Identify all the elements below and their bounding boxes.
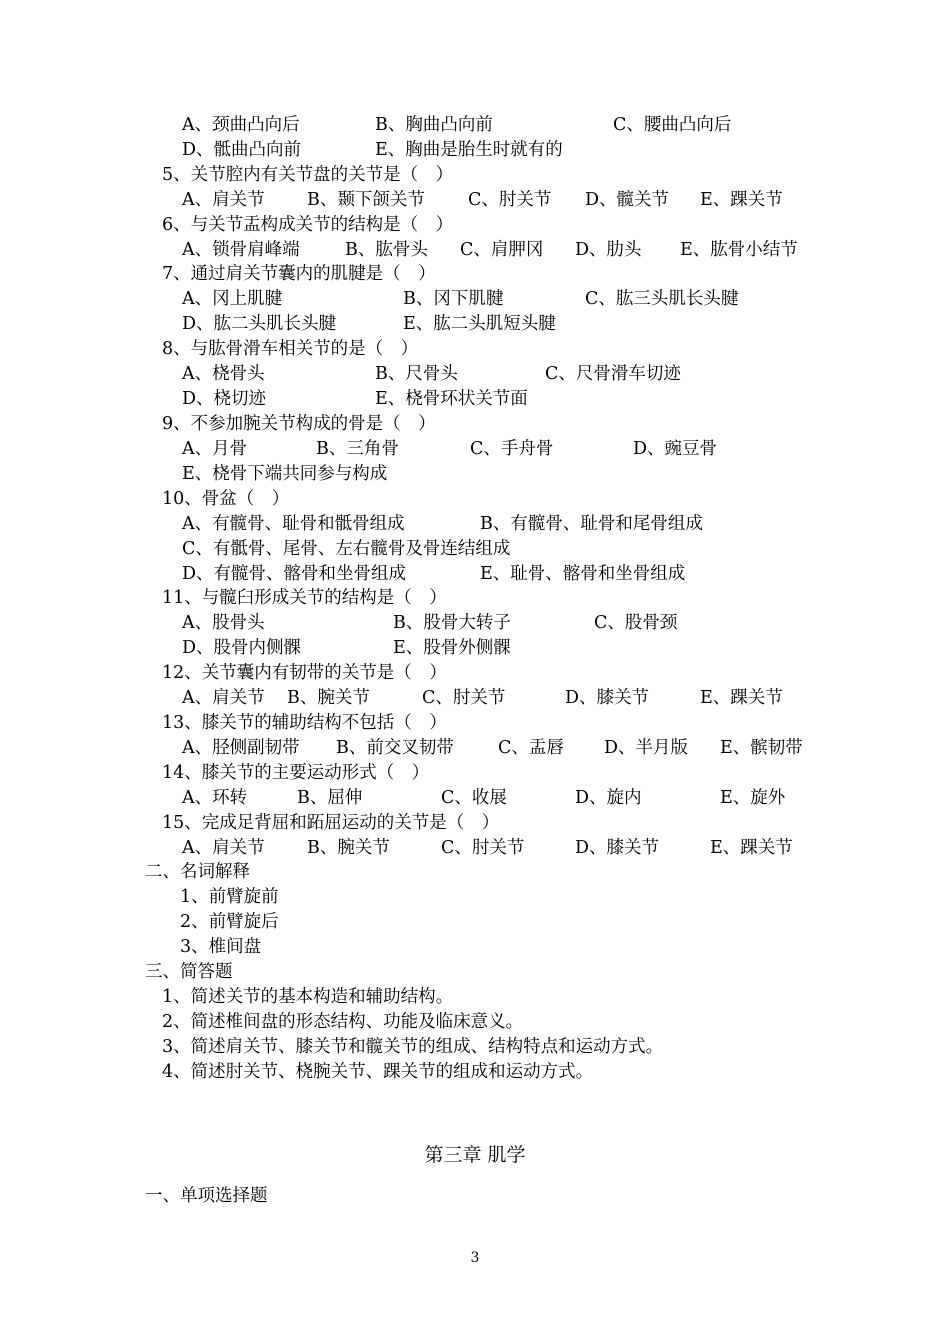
- option: A、胫侧副韧带: [182, 738, 300, 758]
- option: D、股骨内侧髁: [182, 638, 302, 658]
- option: B、屈伸: [297, 788, 363, 808]
- option: C、肘关节: [441, 838, 525, 858]
- option: D、桡切迹: [182, 389, 267, 409]
- list-item: 1、简述关节的基本构造和辅助结构。: [162, 987, 454, 1007]
- question-stem: 6、与关节盂构成关节的结构是（ ）: [162, 215, 454, 235]
- list-item: 2、简述椎间盘的形态结构、功能及临床意义。: [162, 1012, 524, 1032]
- option: C、盂唇: [498, 738, 564, 758]
- option: A、股骨头: [182, 613, 265, 633]
- option: D、膝关节: [575, 838, 660, 858]
- option: D、半月版: [604, 738, 689, 758]
- question-stem: 12、关节囊内有韧带的关节是（ ）: [162, 663, 447, 683]
- option: D、有髋骨、髂骨和坐骨组成: [182, 564, 407, 584]
- option: E、桡骨下端共同参与构成: [182, 464, 388, 484]
- option: E、踝关节: [700, 190, 783, 210]
- option: E、股骨外侧髁: [393, 638, 511, 658]
- option: A、肩关节: [182, 190, 265, 210]
- question-stem: 7、通过肩关节囊内的肌腱是（ ）: [162, 264, 436, 284]
- option: A、锁骨肩峰端: [182, 240, 300, 260]
- section-heading: 二、名词解释: [145, 862, 250, 882]
- option: D、膝关节: [565, 688, 650, 708]
- option: D、髋关节: [585, 190, 670, 210]
- option: B、胸曲凸向前: [375, 115, 493, 135]
- option: E、桡骨环状关节面: [375, 389, 528, 409]
- option: E、肱二头肌短头腱: [403, 314, 556, 334]
- question-stem: 13、膝关节的辅助结构不包括（ ）: [162, 713, 447, 733]
- list-item: 2、前臂旋后: [180, 912, 279, 932]
- option: B、前交叉韧带: [336, 738, 454, 758]
- question-stem: 14、膝关节的主要运动形式（ ）: [162, 763, 430, 783]
- option: E、踝关节: [700, 688, 783, 708]
- option: D、肋头: [575, 240, 642, 260]
- option: A、颈曲凸向后: [182, 115, 300, 135]
- option: D、肱二头肌长头腱: [182, 314, 337, 334]
- option: A、环转: [182, 788, 248, 808]
- option: A、冈上肌腱: [182, 289, 283, 309]
- option: B、股骨大转子: [393, 613, 511, 633]
- option: E、肱骨小结节: [680, 240, 798, 260]
- question-stem: 9、不参加腕关节构成的骨是（ ）: [162, 414, 436, 434]
- option: D、旋内: [575, 788, 642, 808]
- option: A、桡骨头: [182, 364, 265, 384]
- option: C、腰曲凸向后: [613, 115, 732, 135]
- option: C、肘关节: [422, 688, 506, 708]
- option: A、有髋骨、耻骨和骶骨组成: [182, 514, 405, 534]
- option: B、有髋骨、耻骨和尾骨组成: [480, 514, 703, 534]
- option: B、肱骨头: [345, 240, 428, 260]
- option: E、髌韧带: [720, 738, 803, 758]
- section-heading: 三、简答题: [145, 962, 233, 982]
- section-heading: 一、单项选择题: [145, 1186, 268, 1206]
- question-stem: 10、骨盆（ ）: [162, 489, 290, 509]
- option: C、股骨颈: [594, 613, 678, 633]
- option: C、收展: [441, 788, 507, 808]
- option: A、肩关节: [182, 838, 265, 858]
- list-item: 4、简述肘关节、桡腕关节、踝关节的组成和运动方式。: [162, 1062, 594, 1082]
- page-number: 3: [470, 1250, 480, 1266]
- option: C、有骶骨、尾骨、左右髋骨及骨连结组成: [182, 539, 511, 559]
- list-item: 3、椎间盘: [180, 937, 262, 957]
- option: E、耻骨、髂骨和坐骨组成: [480, 564, 686, 584]
- option: B、腕关节: [287, 688, 370, 708]
- question-stem: 15、完成足背屈和跖屈运动的关节是（ ）: [162, 813, 500, 833]
- question-stem: 11、与髋臼形成关节的结构是（ ）: [162, 588, 447, 608]
- question-stem: 8、与肱骨滑车相关节的是（ ）: [162, 339, 419, 359]
- option: A、月骨: [182, 439, 248, 459]
- option: E、踝关节: [710, 838, 793, 858]
- option: B、颞下颌关节: [307, 190, 425, 210]
- option: C、尺骨滑车切迹: [545, 364, 681, 384]
- option: D、骶曲凸向前: [182, 140, 302, 160]
- option: A、肩关节: [182, 688, 265, 708]
- option: C、肘关节: [468, 190, 552, 210]
- chapter-title: 第三章 肌学: [424, 1144, 526, 1166]
- list-item: 3、简述肩关节、膝关节和髋关节的组成、结构特点和运动方式。: [162, 1037, 664, 1057]
- option: C、肩胛冈: [460, 240, 544, 260]
- option: E、胸曲是胎生时就有的: [375, 140, 563, 160]
- option: B、冈下肌腱: [403, 289, 504, 309]
- option: C、手舟骨: [470, 439, 554, 459]
- list-item: 1、前臂旋前: [180, 887, 279, 907]
- option: D、豌豆骨: [633, 439, 718, 459]
- option: E、旋外: [720, 788, 786, 808]
- option: B、尺骨头: [375, 364, 458, 384]
- option: B、三角骨: [316, 439, 399, 459]
- question-stem: 5、关节腔内有关节盘的关节是（ ）: [162, 165, 454, 185]
- option: C、肱三头肌长头腱: [585, 289, 739, 309]
- option: B、腕关节: [307, 838, 390, 858]
